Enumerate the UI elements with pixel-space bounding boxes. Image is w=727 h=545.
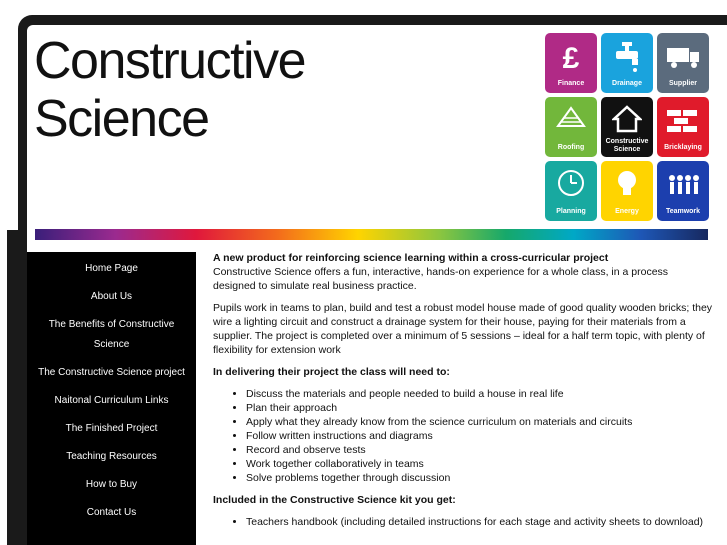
tile-label: Planning [556, 208, 586, 215]
tile-roofing [545, 97, 597, 157]
tile-label: Bricklaying [664, 144, 702, 151]
nav-finished-project[interactable]: The Finished Project [65, 423, 158, 434]
tile-finance [545, 33, 597, 93]
nav-home[interactable]: Home Page [85, 263, 138, 274]
nav-about-us[interactable]: About Us [90, 291, 133, 302]
site-title-line1: Constructive [34, 32, 305, 90]
clock-icon [556, 168, 586, 202]
bricks-icon [666, 104, 700, 138]
intro-paragraph [213, 251, 713, 293]
tile-supplier [657, 33, 709, 93]
need-list [213, 387, 713, 485]
bulb-icon [612, 168, 642, 202]
nav-contact-us[interactable]: Contact Us [86, 507, 137, 518]
list-item: • Discuss the materials and people needed to build a house in real life [246, 387, 713, 401]
nav-benefits[interactable]: The Benefits of Constructive Science [48, 319, 175, 350]
list-item: • Record and observe tests [246, 443, 713, 457]
nav-teaching-resources[interactable]: Teaching Resources [66, 451, 157, 462]
tile-energy [601, 161, 653, 221]
list-item: • Follow written instructions and diagrams [246, 429, 713, 443]
truck-icon [666, 40, 700, 74]
svg-text:£: £ [562, 42, 580, 74]
list-item: • Work together collaboratively in teams [246, 457, 713, 471]
site-title [34, 32, 305, 148]
list-item: • Plan their approach [246, 401, 713, 415]
left-dark-strip [7, 230, 27, 545]
list-item: • Apply what they already know from the science curriculum on materials and circuits [246, 415, 713, 429]
kit-heading [213, 493, 713, 507]
list-item: • Solve problems together through discussion [246, 471, 713, 485]
project-paragraph: Pupils work in teams to plan, build and test a robust model house made of good quality wooden bricks; they wire a lighting circuit and construct a drainage system for their house, paying for their materials from a supplier. The project is completed over a minimum of 5 sessions – ideal for a half term topic, with plenty of flexibility for extension work [213, 302, 713, 356]
house-icon [612, 104, 642, 138]
sidebar-nav [27, 252, 196, 545]
tile-label: Teamwork [665, 208, 701, 215]
tile-label: Constructive Science [605, 138, 649, 153]
nav-how-to-buy[interactable]: How to Buy [85, 479, 138, 490]
kit-heading-text: Included in the Constructive Science kit you get: [213, 494, 456, 506]
main-content [213, 251, 713, 537]
nav-project[interactable]: The Constructive Science project [38, 367, 185, 378]
site-title-line2: Science [34, 90, 209, 148]
tap-icon [612, 40, 642, 74]
need-heading-text: In delivering their project the class will need to: [213, 366, 450, 378]
tile-label: Energy [615, 208, 639, 215]
tile-label: Supplier [668, 80, 697, 87]
tile-bricklaying [657, 97, 709, 157]
pound-icon [556, 40, 586, 74]
intro-text: Constructive Science offers a fun, interactive, hands-on experience for a whole class, in a process designed to simulate real business practice. [213, 266, 669, 292]
nav-curriculum-links[interactable]: Naitonal Curriculum Links [54, 395, 169, 406]
tile-planning [545, 161, 597, 221]
kit-list [213, 515, 713, 529]
need-heading [213, 365, 713, 379]
list-item: • Teachers handbook (including detailed instructions for each stage and activity sheets to download) [246, 515, 713, 529]
tile-label: Roofing [557, 144, 585, 151]
rainbow-divider [35, 229, 708, 240]
tile-constructive-science [601, 97, 653, 157]
content-heading: A new product for reinforcing science learning within a cross-curricular project [213, 252, 609, 264]
tile-drainage [601, 33, 653, 93]
roof-icon [556, 104, 586, 138]
tile-label: Finance [557, 80, 585, 87]
people-icon [666, 168, 700, 202]
tile-teamwork [657, 161, 709, 221]
tile-label: Drainage [612, 80, 642, 87]
